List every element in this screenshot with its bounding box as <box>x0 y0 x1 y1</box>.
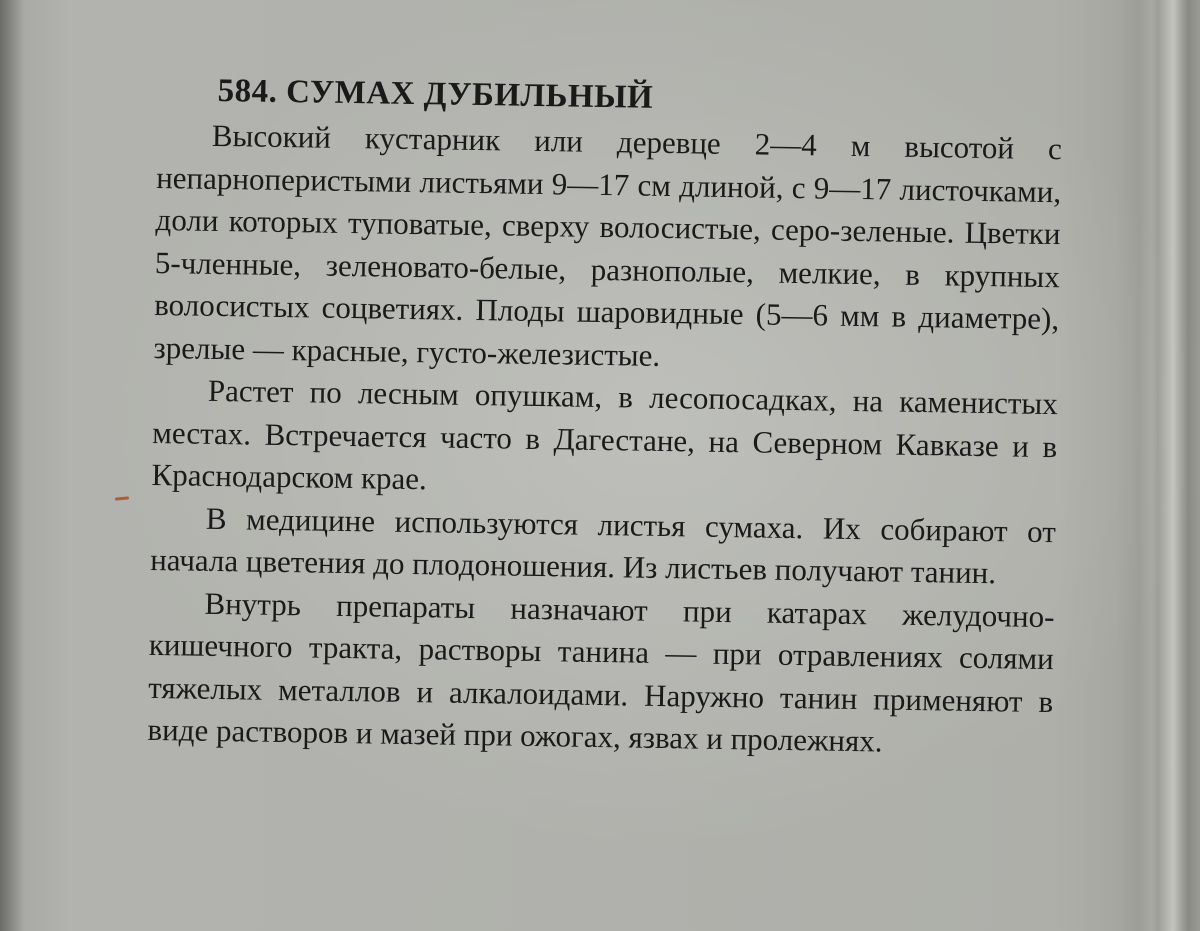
paragraph-description: Высокий кустарник или деревце 2—4 м высотой с непарноперистыми листьями 9—17 см длиной, с 9—17 листочками, доли которых туповатые, сверху волосистые, серо-зеленые. Цветки 5-членные, зеленовато-белые, разнополые, мелкие, в крупных волосистых соцветиях. Плоды шаровидные (5—6 мм в диаметре), зрелые — красные, густо-железистые. <box>153 117 1063 373</box>
paragraph-habitat: Растет по лесным опушкам, в лесопосадках, на каменистых местах. Встречается часто в Дагестане, на Северном Кавказе и в Краснодарском крае. <box>151 372 1059 497</box>
page-left-shadow <box>0 0 24 931</box>
article-text <box>147 66 1063 766</box>
paragraph-medicine: В медицине используются листья сумаха. Их собирают от начала цветения до плодоношения. Из листьев получают танин. <box>149 500 1057 591</box>
pen-mark <box>115 496 129 500</box>
article-heading: 584. СУМАХ ДУБИЛЬНЫЙ <box>217 72 654 116</box>
page-binding-fold <box>1140 0 1200 931</box>
paragraph-usage: Внутрь препараты назначают при катарах желудочно-кишечного тракта, растворы танина — при отравлениях солями тяжелых металлов и алкалоидами. Наружно танин применяют в виде растворов и мазей при ожогах, язвах и пролежнях. <box>147 585 1055 759</box>
